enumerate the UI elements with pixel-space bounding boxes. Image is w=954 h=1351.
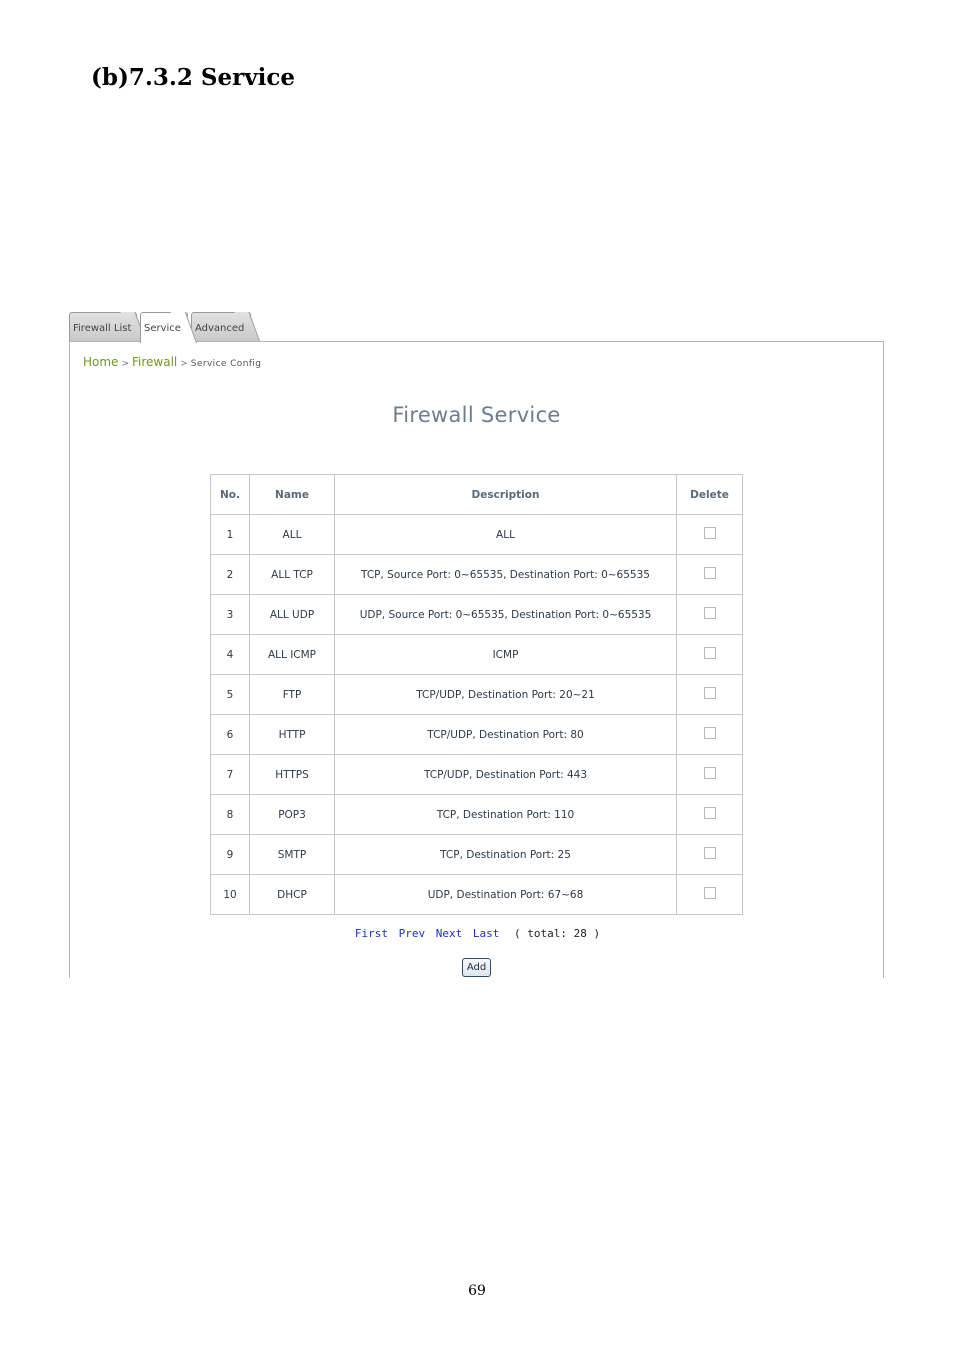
row-name: POP3 bbox=[250, 795, 335, 835]
section-heading: (b)7.3.2 Service bbox=[91, 64, 295, 91]
row-no: 2 bbox=[211, 555, 250, 595]
breadcrumb-home-link[interactable]: Home bbox=[83, 355, 119, 369]
row-description: TCP/UDP, Destination Port: 80 bbox=[335, 715, 677, 755]
header-description: Description bbox=[335, 475, 677, 515]
table-header-row bbox=[211, 475, 743, 515]
add-button[interactable]: Add bbox=[462, 958, 491, 977]
row-no: 3 bbox=[211, 595, 250, 635]
row-description: ICMP bbox=[335, 635, 677, 675]
row-description: TCP, Source Port: 0~65535, Destination Port: 0~65535 bbox=[335, 555, 677, 595]
row-delete-cell bbox=[677, 875, 743, 915]
row-no: 5 bbox=[211, 675, 250, 715]
delete-checkbox[interactable] bbox=[704, 807, 716, 819]
table-row bbox=[211, 555, 743, 595]
delete-checkbox[interactable] bbox=[704, 887, 716, 899]
row-name: ALL ICMP bbox=[250, 635, 335, 675]
row-description: TCP/UDP, Destination Port: 443 bbox=[335, 755, 677, 795]
row-name: ALL bbox=[250, 515, 335, 555]
delete-checkbox[interactable] bbox=[704, 567, 716, 579]
table-row bbox=[211, 795, 743, 835]
row-delete-cell bbox=[677, 635, 743, 675]
row-description: UDP, Destination Port: 67~68 bbox=[335, 875, 677, 915]
tab-firewall-list[interactable]: Firewall List bbox=[69, 312, 137, 341]
row-name: FTP bbox=[250, 675, 335, 715]
pager-last-link[interactable]: Last bbox=[472, 927, 500, 940]
pager-total: ( total: 28 ) bbox=[514, 927, 601, 940]
table-row bbox=[211, 835, 743, 875]
tab-service[interactable]: Service bbox=[140, 312, 188, 343]
row-name: ALL UDP bbox=[250, 595, 335, 635]
row-no: 4 bbox=[211, 635, 250, 675]
tab-advanced[interactable]: Advanced bbox=[191, 312, 251, 341]
delete-checkbox[interactable] bbox=[704, 527, 716, 539]
table-row bbox=[211, 675, 743, 715]
table-row bbox=[211, 515, 743, 555]
table-row bbox=[211, 755, 743, 795]
row-description: TCP/UDP, Destination Port: 20~21 bbox=[335, 675, 677, 715]
service-table bbox=[210, 474, 743, 915]
page-number: 69 bbox=[468, 1283, 486, 1299]
row-no: 1 bbox=[211, 515, 250, 555]
breadcrumb-firewall-link[interactable]: Firewall bbox=[131, 355, 178, 369]
row-no: 8 bbox=[211, 795, 250, 835]
delete-checkbox[interactable] bbox=[704, 847, 716, 859]
table-row bbox=[211, 635, 743, 675]
row-delete-cell bbox=[677, 595, 743, 635]
row-delete-cell bbox=[677, 755, 743, 795]
table-row bbox=[211, 595, 743, 635]
delete-checkbox[interactable] bbox=[704, 767, 716, 779]
row-delete-cell bbox=[677, 795, 743, 835]
row-description: ALL bbox=[335, 515, 677, 555]
row-delete-cell bbox=[677, 675, 743, 715]
header-delete: Delete bbox=[677, 475, 743, 515]
pager-next-link[interactable]: Next bbox=[435, 927, 463, 940]
row-delete-cell bbox=[677, 555, 743, 595]
service-panel bbox=[69, 341, 884, 978]
table-row bbox=[211, 715, 743, 755]
header-no: No. bbox=[211, 475, 250, 515]
pagination bbox=[70, 927, 883, 940]
row-name: ALL TCP bbox=[250, 555, 335, 595]
breadcrumb-current: Service Config bbox=[190, 359, 262, 369]
delete-checkbox[interactable] bbox=[704, 647, 716, 659]
row-name: DHCP bbox=[250, 875, 335, 915]
table-row bbox=[211, 875, 743, 915]
row-delete-cell bbox=[677, 835, 743, 875]
pager-prev-link[interactable]: Prev bbox=[398, 927, 426, 940]
row-description: UDP, Source Port: 0~65535, Destination Port: 0~65535 bbox=[335, 595, 677, 635]
breadcrumb bbox=[83, 355, 261, 369]
row-no: 9 bbox=[211, 835, 250, 875]
row-no: 6 bbox=[211, 715, 250, 755]
page-title: Firewall Service bbox=[392, 403, 561, 427]
row-no: 10 bbox=[211, 875, 250, 915]
breadcrumb-separator: > bbox=[180, 359, 188, 369]
row-name: HTTPS bbox=[250, 755, 335, 795]
row-delete-cell bbox=[677, 515, 743, 555]
row-description: TCP, Destination Port: 25 bbox=[335, 835, 677, 875]
pager-first-link[interactable]: First bbox=[354, 927, 389, 940]
row-description: TCP, Destination Port: 110 bbox=[335, 795, 677, 835]
row-no: 7 bbox=[211, 755, 250, 795]
breadcrumb-separator: > bbox=[121, 359, 129, 369]
row-name: SMTP bbox=[250, 835, 335, 875]
row-name: HTTP bbox=[250, 715, 335, 755]
delete-checkbox[interactable] bbox=[704, 607, 716, 619]
delete-checkbox[interactable] bbox=[704, 687, 716, 699]
delete-checkbox[interactable] bbox=[704, 727, 716, 739]
row-delete-cell bbox=[677, 715, 743, 755]
header-name: Name bbox=[250, 475, 335, 515]
